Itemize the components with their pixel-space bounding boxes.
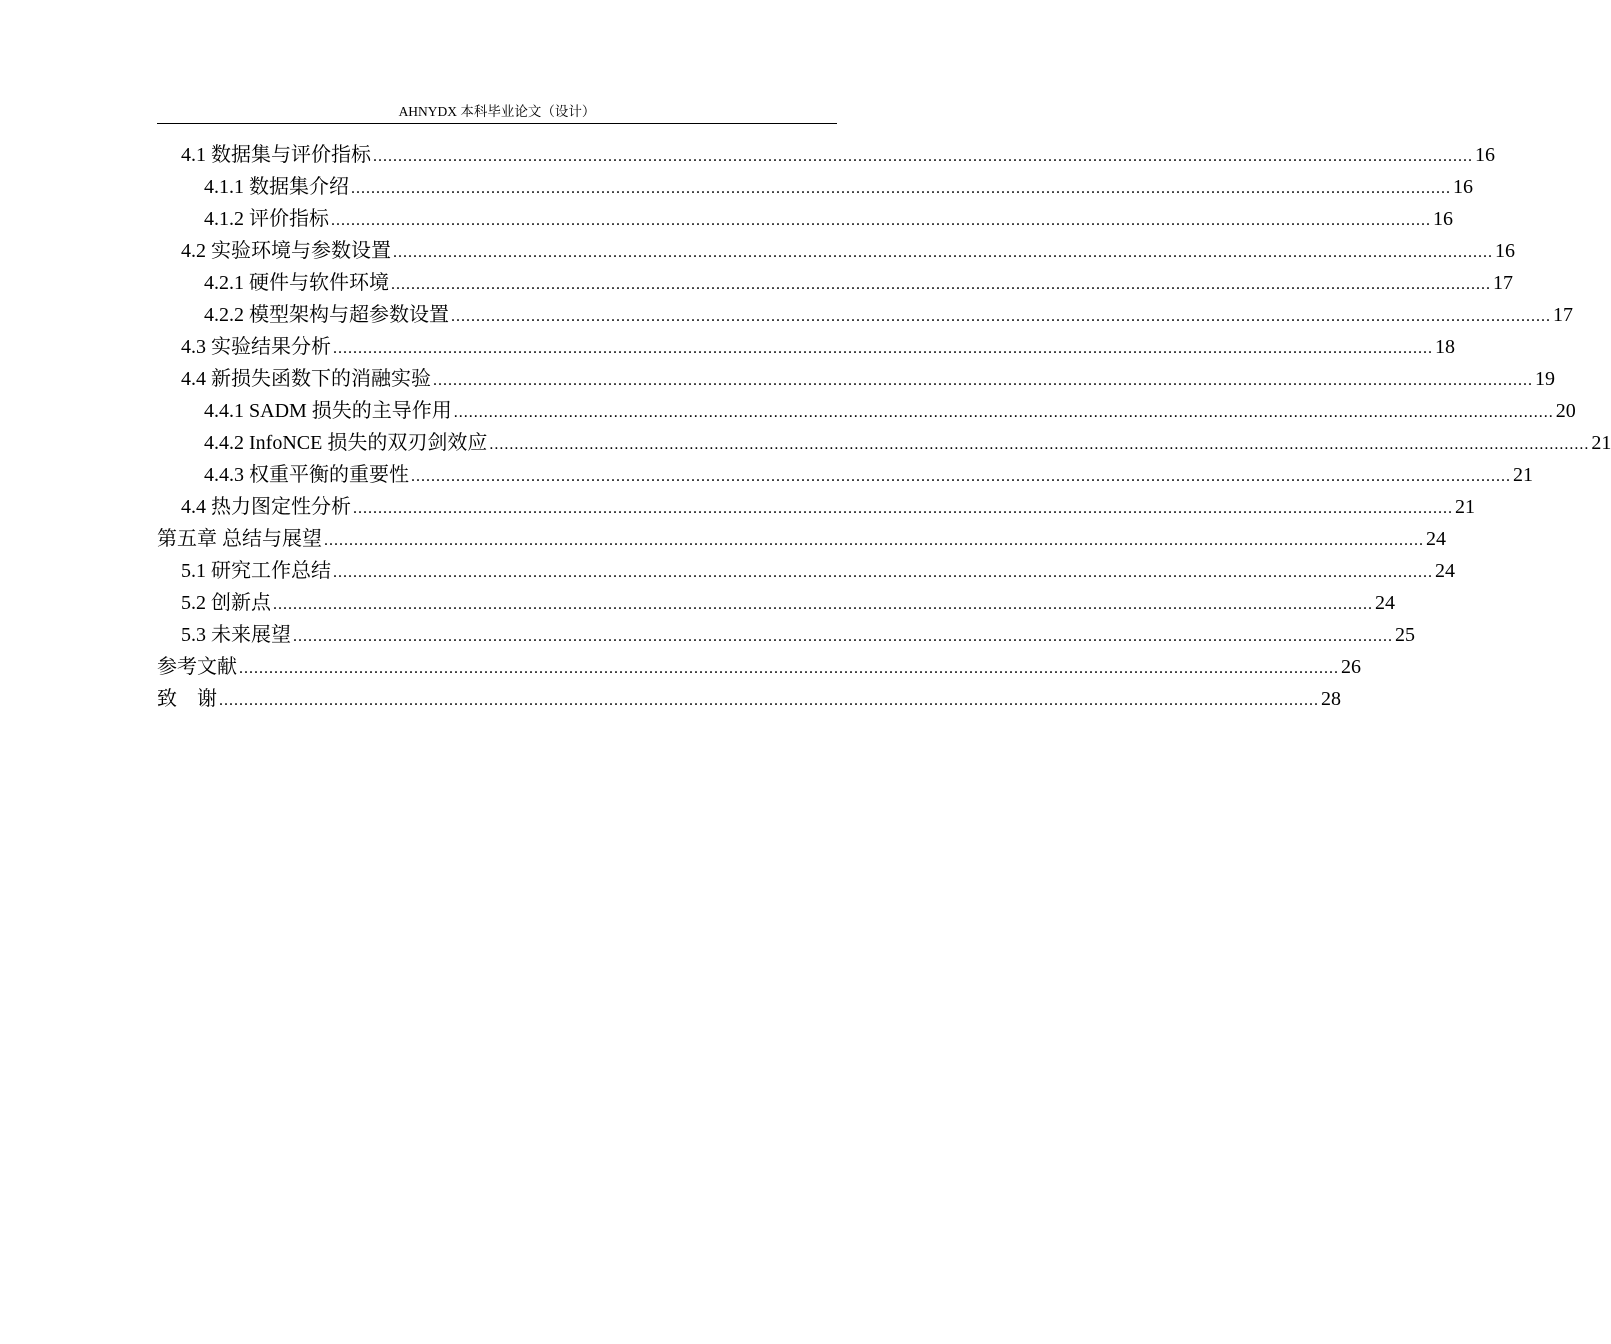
toc-leader-dots: ............................................................................................................................................................................................................................ — [333, 564, 1433, 581]
toc-leader-dots: ............................................................................................................................................................................................................................ — [219, 692, 1319, 709]
toc-entry-title: 参考文献 — [157, 656, 237, 678]
toc-entry[interactable] — [204, 267, 1513, 299]
toc-entry-title: 4.1.1 数据集介绍 — [204, 176, 349, 198]
toc-entry[interactable] — [181, 331, 1455, 363]
toc-page-number: 21 — [1591, 432, 1611, 454]
toc-page-number: 17 — [1553, 304, 1573, 326]
toc-leader-dots: ............................................................................................................................................................................................................................ — [391, 276, 1491, 293]
toc-page-number: 24 — [1426, 528, 1446, 550]
toc-page-number: 20 — [1555, 400, 1576, 422]
toc-page-number: 16 — [1495, 240, 1515, 262]
toc-leader-dots: ............................................................................................................................................................................................................................ — [353, 500, 1453, 517]
toc-entry[interactable] — [181, 587, 1395, 619]
toc-leader-dots: ............................................................................................................................................................................................................................ — [333, 340, 1433, 357]
toc-entry[interactable] — [204, 395, 1576, 427]
toc-entry[interactable] — [181, 491, 1475, 523]
toc-entry[interactable] — [181, 619, 1415, 651]
toc-page-number: 16 — [1453, 176, 1473, 198]
toc-entry[interactable] — [181, 139, 1495, 171]
toc-entry-title: 4.4 新损失函数下的消融实验 — [181, 368, 431, 390]
toc-entry-title: 4.3 实验结果分析 — [181, 336, 331, 358]
toc-page-number: 28 — [1321, 688, 1341, 710]
toc-leader-dots: ............................................................................................................................................................................................................................ — [351, 180, 1451, 197]
toc-leader-dots: ............................................................................................................................................................................................................................ — [393, 244, 1493, 261]
toc-leader-dots: ............................................................................................................................................................................................................................ — [273, 596, 1373, 613]
toc-leader-dots: ............................................................................................................................................................................................................................ — [239, 660, 1339, 677]
toc-leader-dots: ............................................................................................................................................................................................................................ — [489, 436, 1590, 453]
toc-entry[interactable] — [181, 363, 1555, 395]
toc-entry-title: 4.2 实验环境与参数设置 — [181, 240, 391, 262]
toc-entry-title: 4.2.1 硬件与软件环境 — [204, 272, 389, 294]
toc-leader-dots: ............................................................................................................................................................................................................................ — [451, 308, 1551, 325]
toc-leader-dots: ............................................................................................................................................................................................................................ — [453, 404, 1554, 421]
toc-entry[interactable] — [204, 299, 1573, 331]
toc-page-number: 21 — [1513, 464, 1533, 486]
toc-page-number: 17 — [1493, 272, 1513, 294]
toc-page-number: 26 — [1341, 656, 1361, 678]
toc-entry[interactable] — [181, 555, 1455, 587]
toc-leader-dots: ............................................................................................................................................................................................................................ — [324, 532, 1424, 549]
toc-entry[interactable] — [204, 459, 1533, 491]
toc-entry-title: 4.4.1 SADM 损失的主导作用 — [204, 400, 452, 422]
toc-page-number: 24 — [1435, 560, 1455, 582]
toc-page-number: 18 — [1435, 336, 1455, 358]
toc-entry-title: 第五章 总结与展望 — [157, 528, 322, 550]
toc-leader-dots: ............................................................................................................................................................................................................................ — [373, 148, 1473, 165]
toc-entry-title: 4.1 数据集与评价指标 — [181, 144, 371, 166]
toc-page-number: 16 — [1433, 208, 1453, 230]
running-header: AHNYDX 本科毕业论文（设计） — [398, 104, 596, 119]
toc-entry-title: 4.2.2 模型架构与超参数设置 — [204, 304, 449, 326]
toc-entry[interactable] — [181, 235, 1515, 267]
toc-entry[interactable] — [204, 203, 1453, 235]
toc-leader-dots: ............................................................................................................................................................................................................................ — [411, 468, 1511, 485]
toc-entry[interactable] — [157, 523, 1446, 555]
toc-leader-dots: ............................................................................................................................................................................................................................ — [331, 212, 1431, 229]
toc-entry-title: 4.1.2 评价指标 — [204, 208, 329, 230]
toc-leader-dots: ............................................................................................................................................................................................................................ — [433, 372, 1533, 389]
toc-leader-dots: ............................................................................................................................................................................................................................ — [293, 628, 1393, 645]
toc-entry-title: 5.1 研究工作总结 — [181, 560, 331, 582]
toc-entry[interactable] — [204, 171, 1473, 203]
header-divider — [157, 123, 837, 124]
toc-entry-title: 5.2 创新点 — [181, 592, 271, 614]
toc-entry[interactable] — [157, 651, 1361, 683]
toc-page-number: 16 — [1475, 144, 1495, 166]
toc-entry-title: 5.3 未来展望 — [181, 624, 291, 646]
toc-entry-title: 致 谢 — [157, 688, 217, 710]
toc-page-number: 25 — [1395, 624, 1415, 646]
toc-entry-title: 4.4.3 权重平衡的重要性 — [204, 464, 409, 486]
toc-page-number: 19 — [1535, 368, 1555, 390]
toc-entry-title: 4.4.2 InfoNCE 损失的双刃剑效应 — [204, 432, 488, 454]
toc-entry-title: 4.4 热力图定性分析 — [181, 496, 351, 518]
toc-entry[interactable] — [157, 683, 1341, 715]
toc-page-number: 24 — [1375, 592, 1395, 614]
toc-entry[interactable] — [204, 427, 1611, 459]
toc-page-number: 21 — [1455, 496, 1475, 518]
